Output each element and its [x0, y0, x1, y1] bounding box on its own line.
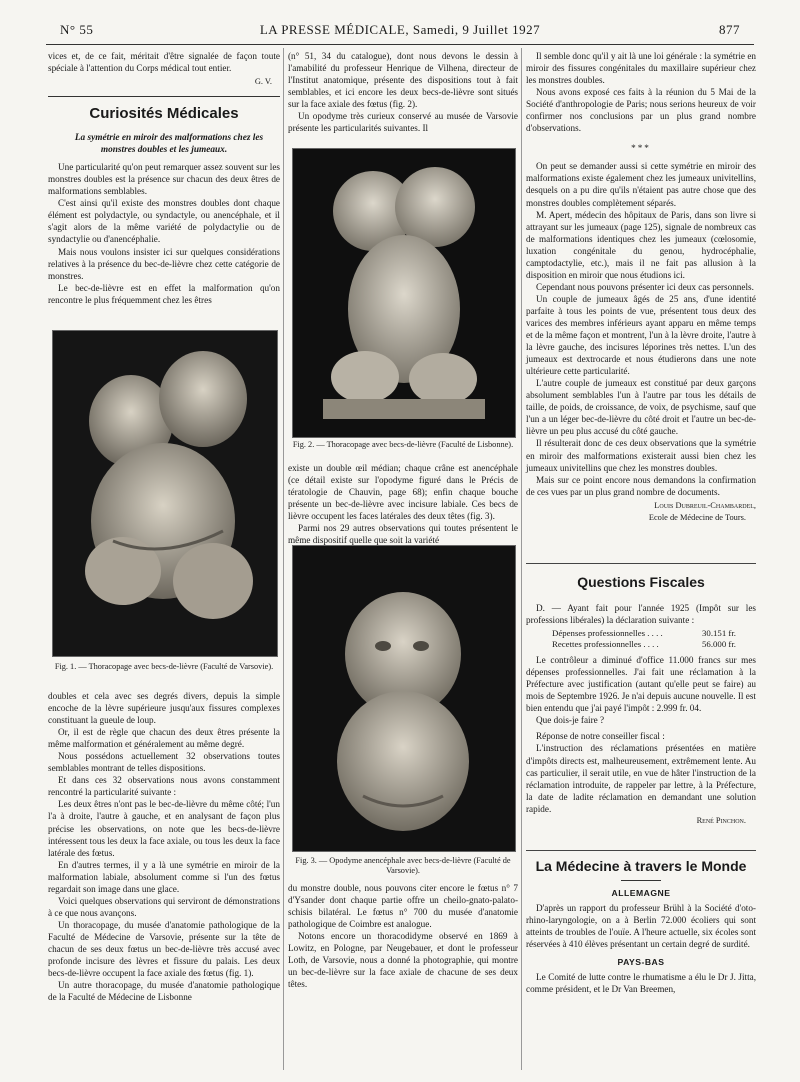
fiscal-row — [552, 628, 736, 639]
paragraph: M. Apert, médecin des hôpitaux de Paris, dans son livre si attrayant sur les jumeaux (page 125), signale de nombreux cas de malformations identiques chez les jumeaux (cœlosomie, luxation congénitale du genou, hydrocéphalie, camptodactylie, etc.), mais il ne fait pas allusion à la disposition en miroir que nous étudions ici. — [526, 209, 756, 280]
column-2 — [288, 50, 518, 134]
paragraph: Un couple de jumeaux âgés de 25 ans, d'une identité parfaite à tous les points de vue, présentent tous deux des varices des membres inférieurs ayant apparu en même temps et de la même façon et montrent, l'un à la lèvre droite, l'autre à la lèvre gauche, des incisures léporines très nettes. L'un des jumeaux est dextrocarde et nous étudierons dans une note ultérieure cette particularité. — [526, 293, 756, 377]
paragraph: En d'autres termes, il y a là une symétrie en miroir de la malformation labiale, absolument comme si l'un des fœtus regardait son image dans une glace. — [48, 859, 280, 894]
paragraph: C'est ainsi qu'il existe des monstres doubles dont chaque élément est polydactyle, ou syndactyle, ou anencéphale, et il s'agit alors de la même variété de polydactylie ou de syndactylie ou d'anencéphalie. — [48, 198, 280, 245]
world-section — [526, 860, 756, 995]
figure-2-photo — [292, 148, 516, 438]
fiscal-row-value: 56.000 fr. — [702, 639, 736, 650]
fiscal-row-value: 30.151 fr. — [702, 628, 736, 639]
country-heading: ALLEMAGNE — [611, 888, 671, 899]
conjoined-twins-image — [53, 331, 277, 656]
opodyme-image — [293, 546, 515, 851]
paragraph: existe un double œil médian; chaque crâne est anencéphale (ce détail existe sur l'opodyme figuré dans le Précis de tératologie de Chauvin, page 68); enfin chaque bouche présente un bec-de-lièvre avec incisure labiale. Ces becs de lièvre occupent les faces latérales des deux têtes (fig. 3). — [288, 463, 518, 522]
paragraph: L'autre couple de jumeaux est constitué par deux garçons absolument semblables l'un à l'autre par tous les détails de taille, de poids, de croissance, de voix, de psychisme, sauf que l'un a un léger bec-de-lièvre du côté droit et l'autre un bec-de-lièvre un peu plus accusé du côté gauche. — [526, 378, 756, 437]
paragraph: Mais sur ce point encore nous demandons la confirmation de ces vues par un plus grand nombre de documents. — [526, 474, 756, 497]
paragraph: Nous avons exposé ces faits à la réunion du 5 Mai de la Société d'anthropologie de Paris; nous serions heureux de voir confirmer nos conclusions par un plus grand nombre d'observations. — [526, 87, 756, 134]
paragraph: Et dans ces 32 observations nous avons constamment rencontré la particularité suivante : — [48, 775, 280, 798]
figure-2-caption: Fig. 2. — Thoracopage avec becs-de-lièvre (Faculté de Lisbonne). — [292, 440, 514, 449]
column-2-bottom — [288, 882, 518, 990]
asterism: *** — [631, 143, 651, 154]
column-divider — [521, 48, 522, 1070]
paragraph: Il semble donc qu'il y ait là une loi générale : la symétrie en miroir des fissures congénitales du maxillaire supérieur chez les monstres doubles. — [526, 51, 756, 86]
country-heading: PAYS-BAS — [617, 957, 665, 968]
header-rule — [46, 44, 754, 45]
figure-3-caption: Fig. 3. — Opodyme anencéphale avec becs-de-lièvre (Faculté de Varsovie). — [295, 856, 511, 875]
author-affiliation: Ecole de Médecine de Tours. — [648, 512, 746, 522]
paragraph: On peut se demander aussi si cette symétrie en miroir des malformations existe également chez les jumeaux univitellins, desquels on a pu dire qu'ils n'étaient pas autre chose que des monstres doubles complètement séparés. — [526, 161, 756, 208]
paragraph: Notons encore un thoracodidyme observé en 1869 à Lowitz, en Pologne, par Neugebauer, et dont le professeur Loth, de Varsovie, nous a donné la photographie, qui montre un bec-de-lièvre sur la face axiale de chacune de ses deux têtes. — [288, 931, 518, 990]
section-rule — [526, 850, 756, 851]
paragraph: Les deux êtres n'ont pas le bec-de-lièvre du même côté; l'un l'a à droite, l'autre à gauche, et en analysant de façon plus précise les observations, on note que les becs-de-lièvre intéressent tous les deux la face axiale, ou tous les deux la face latérale des fœtus. — [48, 799, 280, 858]
paragraph: Mais nous voulons insister ici sur quelques considérations relatives à la présence du bec-de-lièvre chez cette catégorie de monstres. — [48, 246, 280, 281]
section-title: Curiosités Médicales — [89, 105, 239, 123]
fiscal-title: Questions Fiscales — [577, 574, 705, 590]
paragraph: L'instruction des réclamations présentées en matière d'impôts directs est, malheureusement, extrêmement lente. Au cas particulier, il serait utile, en vue de hâter l'instruction de la réclamation introduite, de rappeler par lettre, à la Préfecture, la date de ladite réclamation en demandant une solution rapide. — [526, 743, 756, 814]
article-subtitle: La symétrie en miroir des malformations chez les monstres doubles et les jumeaux. — [74, 133, 264, 155]
paragraph: Un autre thoracopage, du musée d'anatomie pathologique de la Faculté de Médecine de Lisbonne — [48, 980, 280, 1003]
paragraph: Un thoracopage, du musée d'anatomie pathologique de la Faculté de Médecine de Varsovie, présente sur la tête de chacun de ses deux fœtus un bec-de-lièvre très accusé avec profonde incisure des lèvres et fissure du palais. Les deux becs-de-lièvre occupent la face axiale des fœtus (fig. 1). — [48, 919, 280, 979]
fiscal-row-label: Recettes professionnelles . . . . — [552, 639, 659, 650]
column-1 — [48, 50, 280, 306]
paragraph: Voici quelques observations qui serviront de démonstrations à ce que nous avançons. — [48, 895, 280, 918]
fiscal-question: D. — Ayant fait pour l'année 1925 (Impôt sur les professions libérales) la déclaration suivante : — [526, 603, 756, 626]
paragraph: Le Comité de lutte contre le rhumatisme a élu le Dr J. Jitta, comme président, et le Dr Van Breemen, — [526, 972, 756, 995]
paragraph: Parmi nos 29 autres observations qui toutes présentent le même dispositif quelle que soit la variété — [288, 523, 518, 546]
column-3 — [526, 50, 756, 524]
section-rule — [48, 96, 280, 97]
intro-paragraph: vices et, de ce fait, méritait d'être signalée de façon toute spéciale à l'attention du Corps médical tout entier. — [48, 51, 280, 74]
author-name: Louis Dubreuil-Chambardel, — [654, 500, 756, 510]
paragraph: Nous possédons actuellement 32 observations toutes semblables montrant de telles dispositions. — [48, 751, 280, 774]
column-2-middle — [288, 462, 518, 546]
figure-1-caption: Fig. 1. — Thoracopage avec becs-de-lièvre (Faculté de Varsovie). — [54, 662, 274, 671]
paragraph: Un opodyme très curieux conservé au musée de Varsovie présente les particularités suivantes. Il — [288, 111, 518, 134]
thoracopage-image — [293, 149, 515, 437]
title-underline — [621, 880, 661, 881]
fiscal-row-label: Dépenses professionnelles . . . . — [552, 628, 663, 639]
paragraph: (n° 51, 34 du catalogue), dont nous devons le dessin à l'amabilité du professeur Henrique de Vilhena, directeur de l'Institut anatomique, présente des dispositions tout à fait semblables, et ici encore les deux becs-de-lièvre sont situés sur la face axiale des fœtus (fig. 2). — [288, 51, 518, 110]
paragraph: Une particularité qu'on peut remarquer assez souvent sur les monstres doubles est la présence sur chacun des deux êtres de malformations semblables. — [48, 162, 280, 197]
paragraph: Réponse de notre conseiller fiscal : — [536, 731, 665, 742]
paragraph: doubles et cela avec ses degrés divers, depuis la simple encoche de la lèvre supérieure jusqu'aux fissures complexes constituant la gueule de loup. — [48, 691, 280, 726]
paragraph: Que dois-je faire ? — [536, 715, 605, 726]
paragraph: Or, il est de règle que chacun des deux êtres présente la même malformation et généralement au même degré. — [48, 727, 280, 750]
column-1-continued — [48, 690, 280, 1003]
figure-3-photo — [292, 545, 516, 852]
page-header — [60, 22, 740, 40]
paragraph: Cependant nous pouvons présenter ici deux cas personnels. — [536, 281, 754, 292]
paragraph: du monstre double, nous pouvons citer encore le fœtus n° 7 d'Ysander dont chaque partie offre un cheilo-gnato-palato-schisis bilatéral. Le fœtus n° 700 du musée d'anatomie pathologique de Coimbre est analogue. — [288, 883, 518, 930]
paragraph: Le bec-de-lièvre est en effet la malformation qu'on rencontre le plus fréquemment chez les êtres — [48, 282, 280, 305]
intro-signature: G. V. — [254, 77, 272, 87]
paragraph: Le contrôleur a diminué d'office 11.000 francs sur mes dépenses professionnelles. J'ai fait une réclamation à la Préfecture avec justification (autant qu'elle peut se faire) au mois de Septembre 1926. Je n'ai depuis aucune nouvelle. Il est bien entendu que j'ai payé l'impôt : 2.999 fr. 04. — [526, 655, 756, 714]
world-title: La Médecine à travers le Monde — [535, 858, 747, 874]
fiscal-figures — [552, 628, 736, 650]
issue-number: N° 55 — [60, 22, 94, 37]
page-number: 877 — [719, 22, 740, 37]
section-rule — [526, 563, 756, 564]
column-divider — [283, 48, 284, 1070]
fiscal-signature: René Pinchon. — [696, 815, 746, 825]
paragraph: D'après un rapport du professeur Brühl à la Société d'oto-rhino-laryngologie, on a à Berlin 72.000 écoliers qui sont atteints de troubles de l'ouïe. A l'heure actuelle, six écoles sont réservées à 410 élèves présentant un certain degré de surdité. — [526, 903, 756, 950]
journal-title: LA PRESSE MÉDICALE, Samedi, 9 Juillet 1927 — [259, 22, 541, 37]
fiscal-row — [552, 639, 736, 650]
paragraph: Il résulterait donc de ces deux observations que la symétrie en miroir des malformations existerait aussi bien chez les jumeaux univitellins que chez les monstres doubles. — [526, 438, 756, 473]
fiscal-section — [526, 576, 756, 827]
figure-1-photo — [52, 330, 278, 657]
